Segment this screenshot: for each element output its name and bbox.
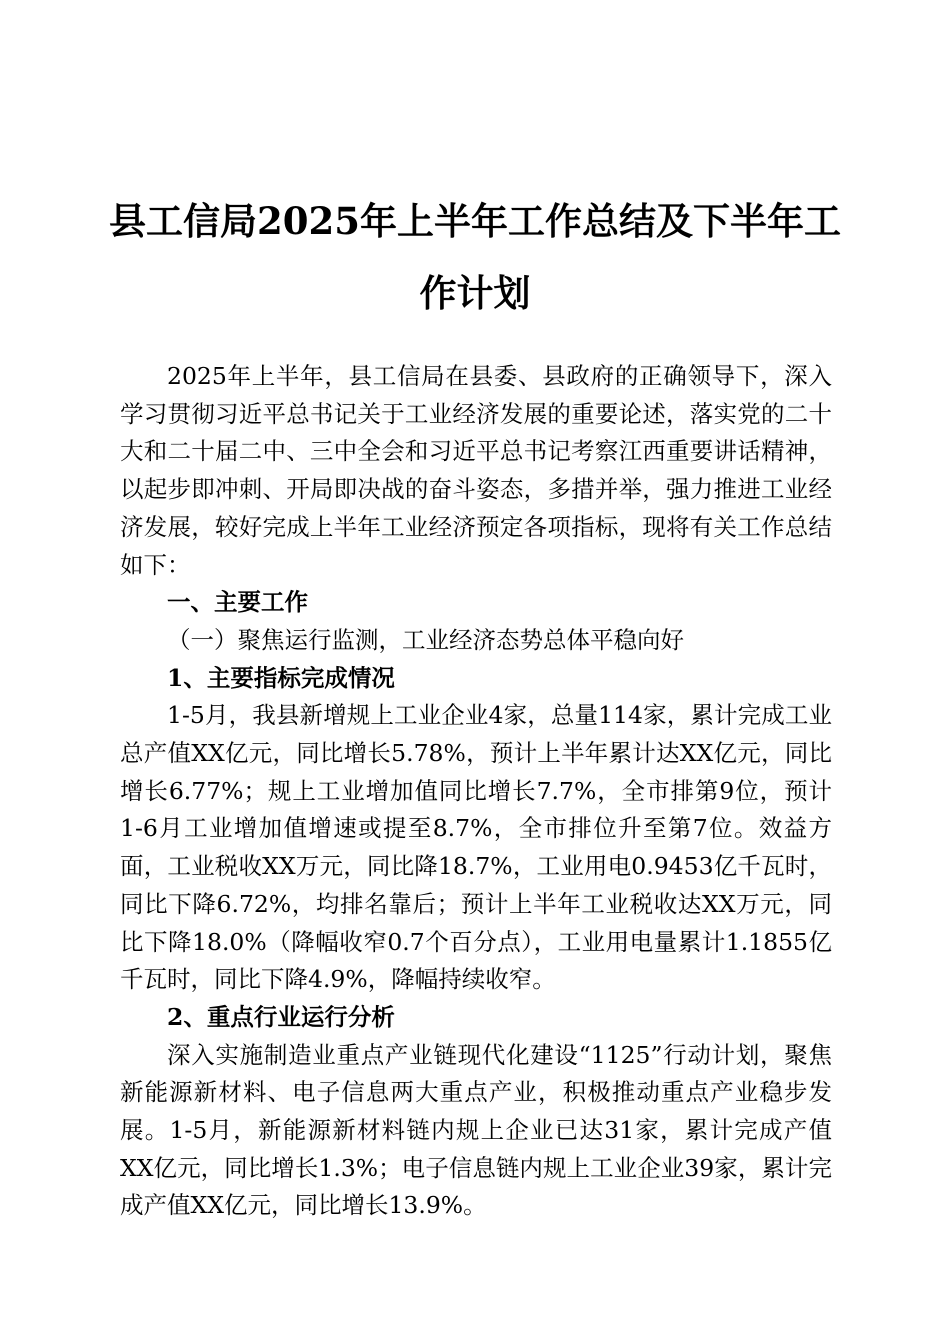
intro-paragraph: 2025年上半年，县工信局在县委、县政府的正确领导下，深入学习贯彻习近平总书记关于工业经济发展的重要论述，落实党的二十大和二十届二中、三中全会和习近平总书记考察江西重要讲话精神，以起步即冲刺、开局即决战的奋斗姿态，多措并举，强力推进工业经济发展，较好完成上半年工业经济预定各项指标，现将有关工作总结如下： <box>120 362 832 579</box>
document-title: 县工信局2025年上半年工作总结及下半年工作计划 <box>109 198 841 315</box>
subsection-heading-monitoring: （一）聚焦运行监测，工业经济态势总体平稳向好 <box>167 625 684 654</box>
item-heading-indicators: 1、主要指标完成情况 <box>167 663 395 692</box>
section-heading-main-work: 一、主要工作 <box>167 588 308 617</box>
industry-analysis-paragraph: 深入实施制造业重点产业链现代化建设“1125”行动计划，聚焦新能源新材料、电子信息两大重点产业，积极推动重点产业稳步发展。1-5月，新能源新材料链内规上企业已达31家，累计完成产值XX亿元，同比增长1.3%；电子信息链内规上工业企业39家，累计完成产值XX亿元，同比增长13.9%。 <box>120 1040 832 1220</box>
item-heading-industry-analysis: 2、重点行业运行分析 <box>167 1002 395 1031</box>
indicators-paragraph: 1-5月，我县新增规上工业企业4家，总量114家，累计完成工业总产值XX亿元，同比增长5.78%，预计上半年累计达XX亿元，同比增长6.77%；规上工业增加值同比增长7.7%，全市排第9位，预计1-6月工业增加值增速或提至8.7%，全市排位升至第7位。效益方面，工业税收XX万元，同比降18.7%，工业用电0.9453亿千瓦时，同比下降6.72%，均排名靠后；预计上半年工业税收达XX万元，同比下降18.0%（降幅收窄0.7个百分点），工业用电量累计1.1855亿千瓦时，同比下降4.9%，降幅持续收窄。 <box>120 701 832 994</box>
document-body <box>120 358 832 1225</box>
